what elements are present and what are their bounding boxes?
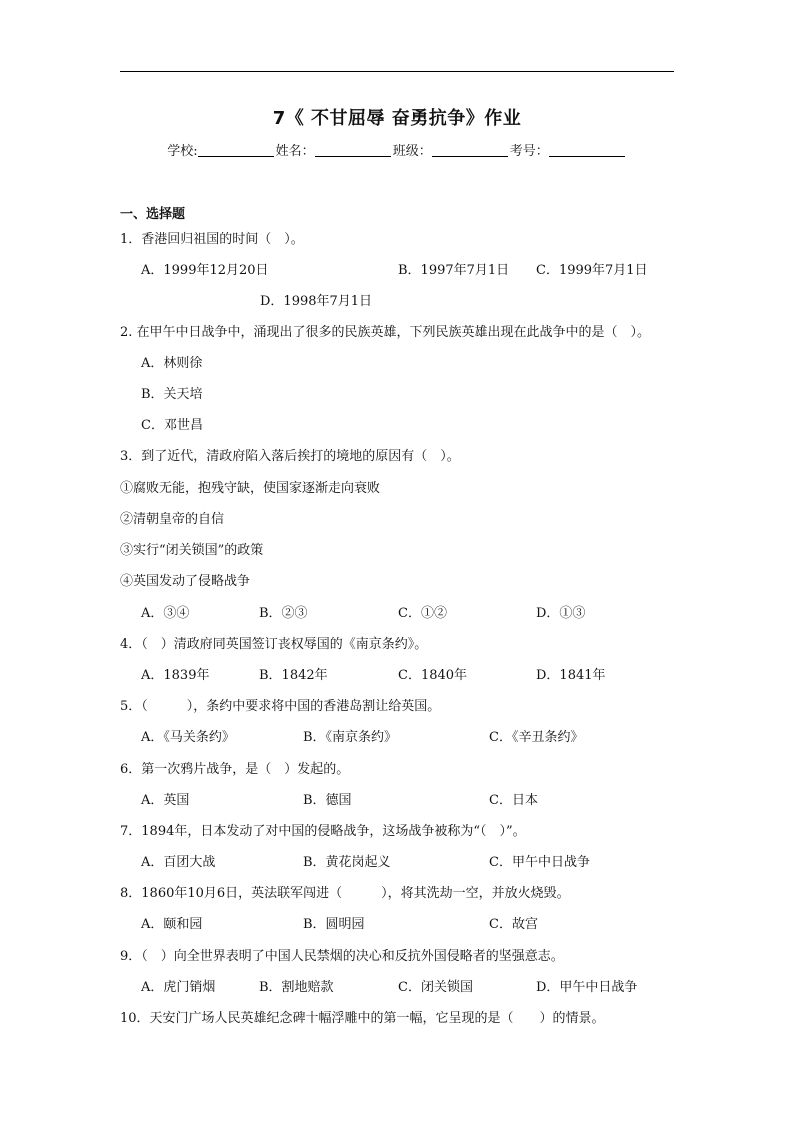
question-3-option-c[interactable]: C．①② [398,606,447,621]
question-9-stem: 9．（ ）向全世界表明了中国人民禁烟的决心和反抗外国侵略者的坚强意志。 [120,949,564,964]
question-1-option-c[interactable]: C．1999年7月1日 [536,263,648,278]
question-9-option-c[interactable]: C．闭关锁国 [398,980,473,995]
question-5-option-c[interactable]: C．《辛丑条约》 [489,730,584,745]
question-3-option-b[interactable]: B．②③ [259,606,308,621]
question-6-stem: 6．第一次鸦片战争，是（ ）发起的。 [120,762,350,777]
question-3-stem: 3．到了近代，清政府陷入落后挨打的境地的原因有（ ）。 [120,449,460,464]
question-7-option-c[interactable]: C．甲午中日战争 [489,855,590,870]
question-4-stem: 4．（ ）清政府同英国签订丧权辱国的《南京条约》。 [120,637,428,652]
question-6-option-c[interactable]: C．日本 [489,793,538,808]
question-1-option-b[interactable]: B．1997年7月1日 [398,263,510,278]
question-3-option-a[interactable]: A．③④ [141,606,190,621]
question-2-option-b[interactable]: B．关天培 [141,387,203,402]
question-8-stem: 8．1860年10月6日，英法联军闯进（ ），将其洗劫一空，并放火烧毁。 [120,886,570,901]
question-3-option-d[interactable]: D．①③ [536,606,586,621]
question-9-option-a[interactable]: A．虎门销烟 [141,980,216,995]
question-7-stem: 7．1894年，日本发动了对中国的侵略战争，这场战争被称为“（ ）”。 [120,824,526,839]
question-2-option-a[interactable]: A．林则徐 [141,356,203,371]
question-4-option-a[interactable]: A．1839年 [141,668,210,683]
question-1-stem: 1．香港回归祖国的时间（ ）。 [120,232,304,247]
question-7-option-a[interactable]: A．百团大战 [141,855,216,870]
question-5-option-b[interactable]: B．《南京条约》 [303,730,398,745]
question-9-option-d[interactable]: D．甲午中日战争 [536,980,638,995]
question-8-option-b[interactable]: B．圆明园 [303,917,365,932]
question-9-option-b[interactable]: B．割地赔款 [259,980,334,995]
question-3-item-4: ④英国发动了侵略战争 [120,574,251,589]
question-4-option-d[interactable]: D．1841年 [536,668,606,683]
page-title: 7《 不甘屈辱 奋勇抗争》作业 [272,108,522,129]
question-10-stem: 10．天安门广场人民英雄纪念碑十幅浮雕中的第一幅，它呈现的是（ ）的情景。 [120,1011,605,1026]
question-4-option-c[interactable]: C．1840年 [398,668,468,683]
exam-number-blank[interactable] [549,144,625,157]
class-blank[interactable] [432,144,508,157]
student-info-line [0,140,794,159]
question-6-option-b[interactable]: B．德国 [303,793,352,808]
school-blank[interactable] [198,144,274,157]
question-5-stem: 5．（ ），条约中要求将中国的香港岛割让给英国。 [120,699,441,714]
name-blank[interactable] [315,144,391,157]
question-8-option-c[interactable]: C．故宫 [489,917,538,932]
exam-number-label: 考号： [509,144,549,159]
question-3-item-1: ①腐败无能，抱残守缺，使国家逐渐走向衰败 [120,481,381,496]
class-label: 班级： [392,144,432,159]
question-7-option-b[interactable]: B．黄花岗起义 [303,855,391,870]
top-rule [120,71,674,72]
question-8-option-a[interactable]: A．颐和园 [141,917,203,932]
question-6-option-a[interactable]: A．英国 [141,793,190,808]
question-2-option-c[interactable]: C．邓世昌 [141,418,203,433]
question-5-option-a[interactable]: A．《马关条约》 [141,730,235,745]
question-3-item-2: ②清朝皇帝的自信 [120,512,225,527]
question-3-item-3: ③实行“闭关锁国”的政策 [120,543,264,558]
question-4-option-b[interactable]: B．1842年 [259,668,328,683]
school-label: 学校: [167,144,198,159]
question-1-option-a[interactable]: A．1999年12月20日 [141,263,269,278]
question-2-stem: 2. 在甲午中日战争中，涌现出了很多的民族英雄，下列民族英雄出现在此战争中的是（ ）。 [120,325,651,340]
name-label: 姓名： [275,144,315,159]
section-heading: 一、选择题 [120,207,186,222]
question-1-option-d[interactable]: D．1998年7月1日 [260,294,373,309]
